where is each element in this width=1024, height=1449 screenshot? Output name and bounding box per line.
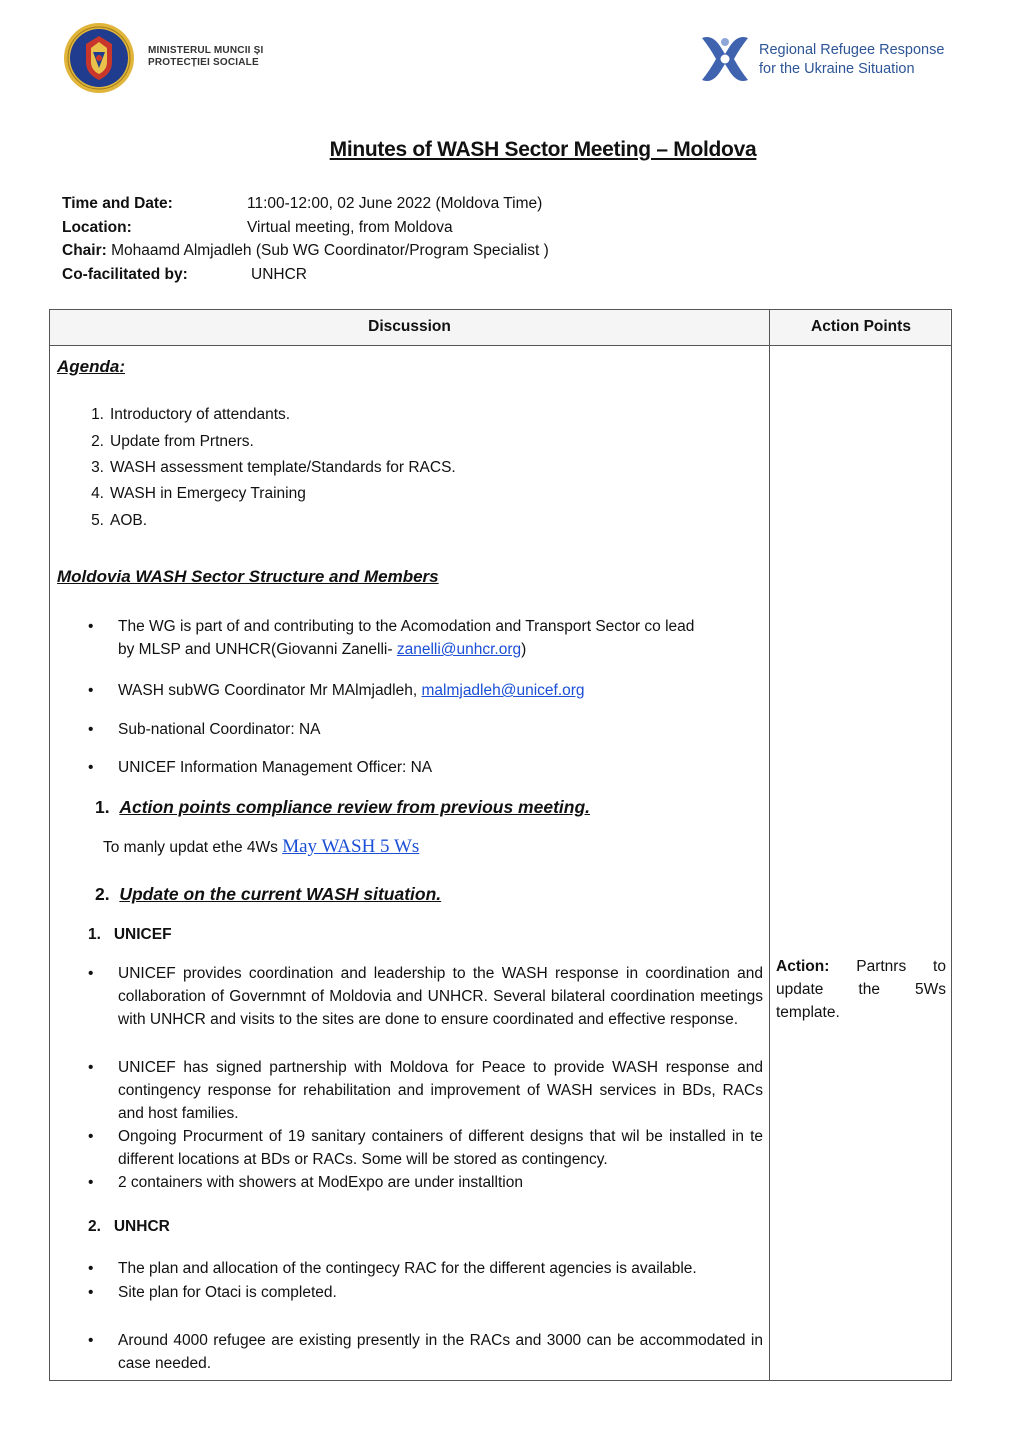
unicef-bullet: • Ongoing Procurment of 19 sanitary containers of different designs that wil be installed in te different locations at BDs or RACs. Some will be stored as contingency. [88,1128,763,1168]
section-2-heading: 2. Update on the current WASH situation. [95,884,442,904]
header-divider [49,345,952,346]
time-value: 11:00-12:00, 02 June 2022 (Moldova Time) [247,195,543,212]
document-title: Minutes of WASH Sector Meeting – Moldova [329,138,757,161]
structure-heading: Moldovia WASH Sector Structure and Members [57,567,439,586]
action-label: Action: [776,958,830,975]
ministry-seal-icon [62,22,136,94]
unhcr-subheading: 2. UNHCR [88,1218,170,1235]
column-divider [769,309,770,1381]
rrr-line-2: for the Ukraine Situation [759,61,915,77]
zanelli-email-link[interactable]: zanelli@unhcr.org [396,641,522,658]
ministry-name [148,45,263,69]
unhcr-bullet: • Around 4000 refugee are existing presently in the RACs and 3000 can be accommodated in case needed. [88,1332,763,1372]
agenda-item: 3. WASH assessment template/Standards for RACS. [91,459,456,476]
structure-bullet: • Sub-national Coordinator: NA [88,721,321,738]
unhcr-bullet: • Site plan for Otaci is completed. [88,1284,337,1301]
time-label: Time and Date: [62,195,173,212]
location-label: Location: [62,219,132,236]
chair-value: Mohaamd Almjadleh (Sub WG Coordinator/Program Specialist ) [111,242,549,259]
location-value: Virtual meeting, from Moldova [247,219,453,236]
action-point [776,955,946,1024]
column-header-discussion: Discussion [368,318,451,335]
section-1-text: To manly updat ethe 4Ws May WASH 5 Ws [103,836,420,857]
unicef-bullet: • 2 containers with showers at ModExpo are under installtion [88,1174,523,1191]
structure-bullet: • WASH subWG Coordinator Mr MAlmjadleh, malmjadleh@unicef.org [88,682,585,699]
rrr-line-1: Regional Refugee Response [759,42,945,58]
agenda-item: 5. AOB. [91,512,148,529]
cofacilitated-label: Co-facilitated by: [62,266,188,283]
may-wash-5ws-link[interactable]: May WASH 5 Ws [282,836,420,857]
regional-refugee-response-text [759,41,944,79]
section-1-heading: 1. Action points compliance review from previous meeting. [95,797,590,817]
unicef-bullet: • UNICEF has signed partnership with Moldova for Peace to provide WASH response and contingency response for rehabilitation and improvement of WASH services in BDs, RACs and host families. [88,1059,763,1122]
agenda-item: 2. Update from Prtners. [91,433,254,450]
agenda-heading: Agenda: [57,357,125,376]
ministry-line-2: PROTECȚIEI SOCIALE [148,57,259,68]
action-text: Partnrs to update the 5Ws template. [776,958,946,1021]
structure-bullet: • The WG is part of and contributing to the Acomodation and Transport Sector co lead by MLSP and UNHCR(Giovanni Zanelli- zanelli@unhcr.org) [88,618,695,658]
chair-row [62,242,549,260]
regional-refugee-response-logo-icon [696,30,754,88]
cofacilitated-value: UNHCR [251,266,307,283]
malmjadleh-email-link[interactable]: malmjadleh@unicef.org [421,682,585,699]
chair-label: Chair: [62,242,107,259]
agenda-item: 1. Introductory of attendants. [91,406,291,423]
structure-bullet: • UNICEF Information Management Officer: NA [88,759,433,776]
ministry-line-1: MINISTERUL MUNCII ȘI [148,45,264,56]
agenda-item: 4. WASH in Emergecy Training [91,485,306,502]
unicef-subheading: 1. UNICEF [88,926,172,943]
column-header-action-points: Action Points [811,318,911,335]
unhcr-bullet: • The plan and allocation of the contingecy RAC for the different agencies is available. [88,1260,697,1277]
unicef-bullet: • UNICEF provides coordination and leadership to the WASH response in coordination and collaboration of Governmnt of Moldovia and UNHCR. Several bilateral coordination meetings with UNHCR and visits to the sites are done to ensure coordinated and effective response. [88,965,763,1028]
